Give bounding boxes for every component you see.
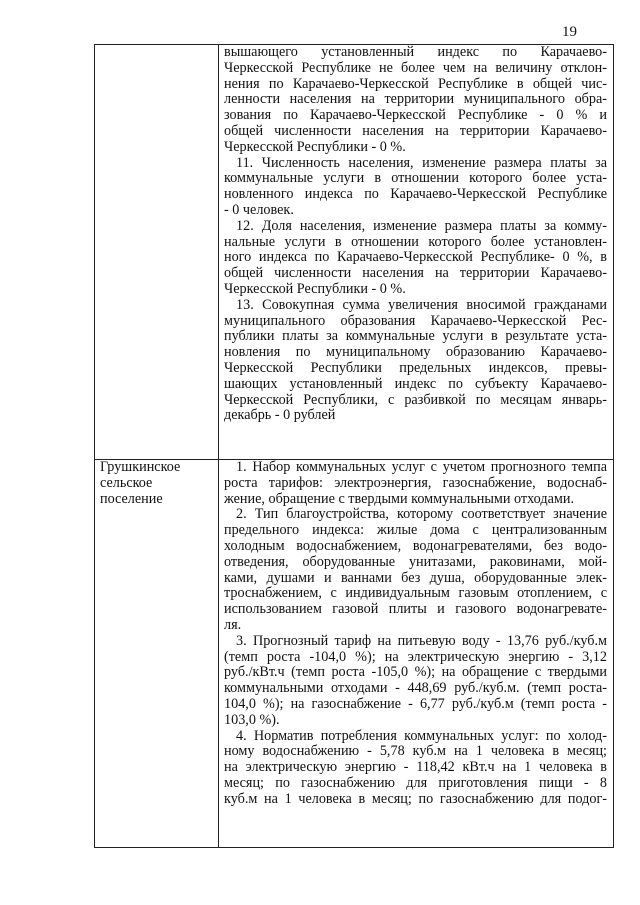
row1-left-cell [95, 45, 219, 460]
text-line: Черкесской Республики - 0 %. [224, 139, 406, 155]
text-line: нальные услуги в отношении которого более установлен- [224, 234, 607, 250]
text-line: 103,0 %). [224, 712, 280, 728]
text-line: месяц; по газоснабжению для приготовления пищи - 8 [224, 775, 607, 791]
page-number: 19 [562, 24, 577, 40]
text-line: 3. Прогнозный тариф на питьевую воду - 13,76 руб./куб.м [236, 633, 607, 649]
text-line: ному водоснабжению - 5,78 куб.м на 1 человека в месяц; [224, 744, 607, 760]
table-row [95, 460, 614, 848]
text-line: коммунальные услуги в отношении которого более уста- [224, 171, 607, 187]
text-line: новленного индекса по Карачаево-Черкесской Республике [224, 187, 607, 203]
text-line: нения по Карачаево-Черкесской Республике в общей чис- [224, 76, 607, 92]
table-row [95, 45, 614, 460]
settlement-name-line: сельское [100, 474, 153, 491]
text-line: Черкесской Республики предельных индексов, превы- [224, 360, 607, 376]
row2-left-cell [95, 460, 219, 848]
text-line: 2. Тип благоустройства, которому соответствует значение [236, 507, 607, 523]
settlement-name-line: Грушкинское [100, 459, 181, 475]
text-line: ного индекса по Карачаево-Черкесской Республике- 0 %, в [224, 250, 607, 266]
text-line: 11. Численность населения, изменение размера платы за [236, 155, 607, 171]
text-line: Черкесской Республики, с разбивкой по месяцам январь- [224, 392, 607, 408]
text-line: ками, душами и ваннами без душа, оборудованные элек- [224, 570, 607, 586]
text-line: Черкесской Республике не более чем на величину отклон- [224, 60, 607, 76]
text-line: общей численности населения на территории Карачаево- [224, 266, 607, 282]
text-line: жение, обращение с твердыми коммунальными отходами. [224, 491, 575, 507]
text-line: 104,0 %); на газоснабжение - 6,77 руб./куб.м (темп роста - [224, 696, 607, 712]
text-line: 4. Норматив потребления коммунальных услуг: по холод- [236, 728, 607, 744]
settlement-name-line: поселение [100, 490, 163, 507]
text-line: на электрическую энергию - 118,42 кВт.ч на 1 человека в [224, 760, 607, 776]
text-line: холодным водоснабжением, водонагревателями, без водо- [224, 538, 607, 554]
text-line: ленности населения на территории муниципального обра- [224, 92, 607, 108]
document-table [94, 44, 614, 848]
text-line: новления по муниципальному образованию Карачаево- [224, 345, 607, 361]
text-line: вышающего установленный индекс по Карачаево- [224, 45, 607, 60]
text-line: руб./кВт.ч (темп роста -105,0 %); на обращение с твердыми [224, 665, 607, 681]
text-line: - 0 человек. [224, 202, 294, 218]
text-line: 12. Доля населения, изменение размера платы за комму- [236, 218, 607, 234]
text-line: куб.м на 1 человека в месяц; по газоснабжению для подог- [224, 791, 607, 807]
row2-text-cell [219, 460, 614, 848]
text-line: шающих установленный индекс по субъекту Карачаево- [224, 376, 607, 392]
text-line: общей численности населения на территории Карачаево- [224, 123, 607, 139]
text-line: роста тарифов: электроэнергия, газоснабжение, водоснаб- [224, 475, 607, 491]
text-line: коммунальными отходами - 448,69 руб./куб.м. (темп роста- [224, 681, 607, 697]
text-line: отведения, оборудованные унитазами, раковинами, мой- [224, 554, 607, 570]
text-line: 1. Набор коммунальных услуг с учетом прогнозного темпа [236, 460, 607, 475]
text-line: муниципального образования Карачаево-Черкесской Рес- [224, 313, 607, 329]
text-line: декабрь - 0 рублей [224, 408, 336, 424]
text-line: (темп роста -104,0 %); на электрическую энергию - 3,12 [224, 649, 607, 665]
text-line: Черкесской Республики - 0 %. [224, 281, 406, 297]
text-line: использованием газовой плиты и газового водонагревате- [224, 602, 607, 618]
text-line: зования по Карачаево-Черкесской Республике - 0 % и [224, 108, 607, 124]
text-line: публики платы за коммунальные услуги в результате уста- [224, 329, 607, 345]
text-line: предельного индекса: жилые дома с централизованным [224, 523, 607, 539]
row1-text-cell [219, 45, 614, 460]
text-line: ля. [224, 617, 242, 633]
text-line: троснабжением, с индивидуальным газовым отоплением, с [224, 586, 607, 602]
text-line: 13. Совокупная сумма увеличения вносимой гражданами [236, 297, 607, 313]
